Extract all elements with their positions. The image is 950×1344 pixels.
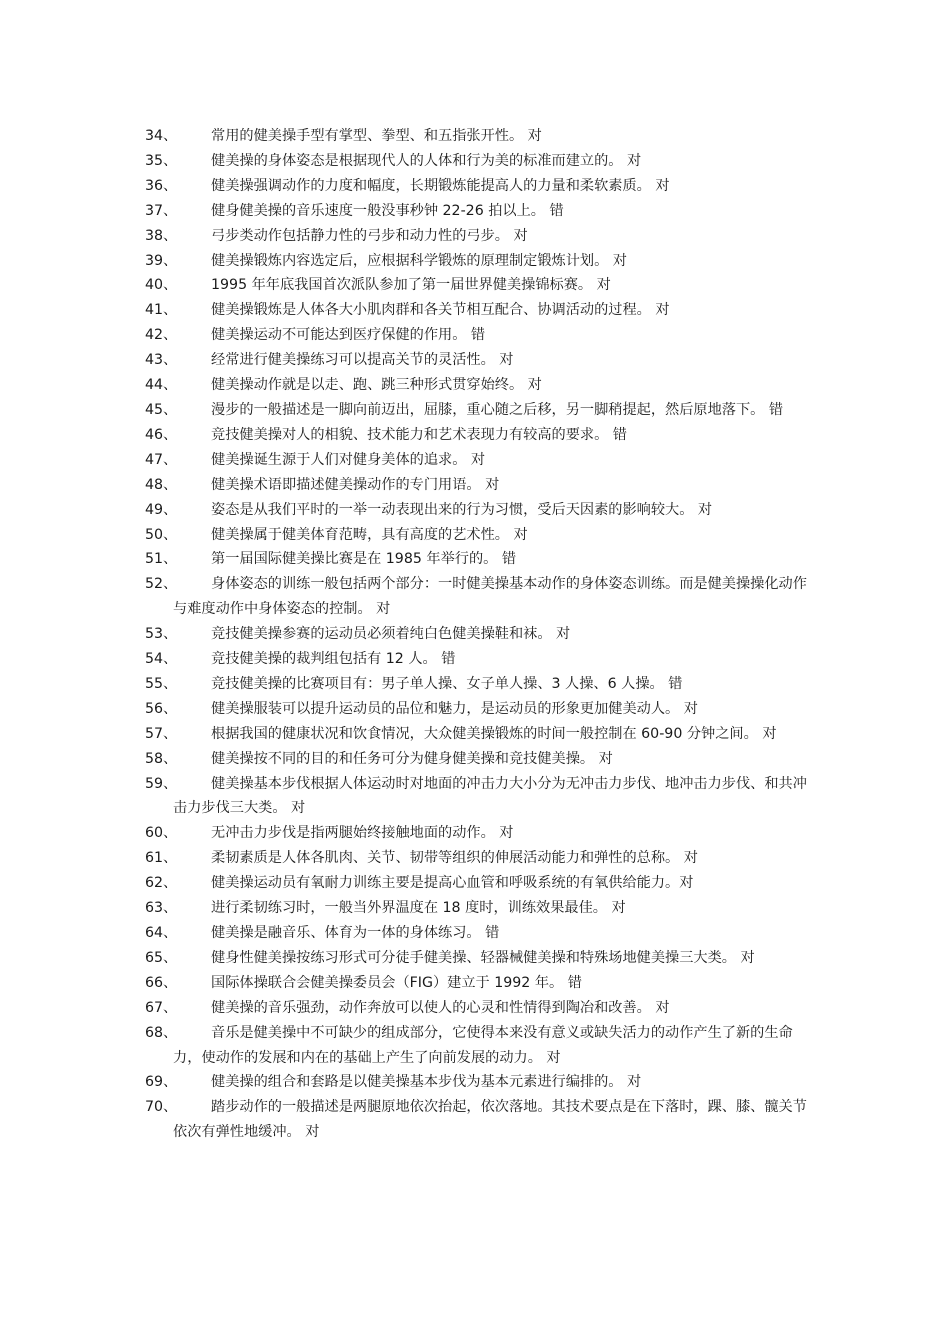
list-item [0, 821, 950, 846]
item-statement: 国际体操联合会健美操委员会（FIG）建立于 1992 年。 错 [211, 974, 582, 991]
item-number: 65、 [145, 949, 178, 966]
item-number: 43、 [145, 352, 178, 369]
list-item [0, 323, 950, 348]
item-statement: 健美操的音乐强劲，动作奔放可以使人的心灵和性情得到陶冶和改善。 对 [211, 999, 670, 1016]
true-false-question-list [0, 124, 950, 1145]
item-number: 52、 [145, 576, 178, 593]
item-number: 49、 [145, 501, 178, 518]
item-statement: 健美操运动不可能达到医疗保健的作用。 错 [211, 327, 486, 344]
item-statement: 健美操诞生源于人们对健身美体的追求。 对 [211, 451, 486, 468]
item-statement: 弓步类动作包括静力性的弓步和动力性的弓步。 对 [211, 227, 528, 244]
item-number: 68、 [145, 1024, 178, 1041]
item-statement: 柔韧素质是人体各肌肉、关节、韧带等组织的伸展活动能力和弹性的总称。 对 [211, 850, 698, 867]
item-statement: 竞技健美操的裁判组包括有 12 人。 错 [211, 651, 456, 668]
list-item [0, 871, 950, 896]
item-number: 64、 [145, 925, 178, 941]
item-statement: 健美操服装可以提升运动员的品位和魅力，是运动员的形象更加健美动人。 对 [211, 700, 698, 717]
list-item [0, 448, 950, 473]
list-item [0, 747, 950, 772]
list-item [0, 348, 950, 373]
item-number: 69、 [145, 1074, 178, 1091]
item-number: 56、 [145, 700, 178, 717]
list-item [0, 622, 950, 647]
list-item [0, 473, 950, 498]
item-statement: 身体姿态的训练一般包括两个部分：一时健美操基本动作的身体姿态训练。而是健美操操化动作与难度动作中身体姿态的控制。 对 [173, 576, 807, 618]
item-statement: 竞技健美操参赛的运动员必须着纯白色健美操鞋和袜。 对 [211, 626, 571, 643]
item-statement: 健美操强调动作的力度和幅度，长期锻炼能提高人的力量和柔软素质。 对 [211, 177, 670, 194]
list-item [0, 423, 950, 448]
list-item [0, 572, 950, 622]
item-number: 63、 [145, 900, 178, 917]
item-statement: 健美操锻炼是人体各大小肌肉群和各关节相互配合、协调活动的过程。 对 [211, 302, 670, 319]
item-statement: 健美操的身体姿态是根据现代人的人体和行为美的标准而建立的。 对 [211, 152, 642, 169]
item-number: 58、 [145, 750, 178, 767]
item-number: 38、 [145, 227, 178, 244]
item-statement: 健美操动作就是以走、跑、跳三种形式贯穿始终。 对 [211, 377, 542, 394]
item-statement: 漫步的一般描述是一脚向前迈出，屈膝，重心随之后移，另一脚稍提起，然后原地落下。 错 [211, 401, 784, 418]
item-statement: 健美操是融音乐、体育为一体的身体练习。 错 [211, 925, 500, 941]
item-number: 55、 [145, 675, 178, 692]
list-item [0, 672, 950, 697]
item-statement: 竞技健美操的比赛项目有：男子单人操、女子单人操、3 人操、6 人操。 错 [211, 675, 683, 692]
item-number: 51、 [145, 551, 178, 568]
list-item [0, 722, 950, 747]
list-item [0, 523, 950, 548]
item-statement: 健美操术语即描述健美操动作的专门用语。 对 [211, 476, 500, 493]
list-item [0, 846, 950, 871]
item-statement: 根据我国的健康状况和饮食情况，大众健美操锻炼的时间一般控制在 60-90 分钟之间。 对 [211, 725, 777, 742]
list-item [0, 199, 950, 224]
list-item [0, 249, 950, 274]
item-number: 42、 [145, 327, 178, 344]
list-item [0, 174, 950, 199]
item-statement: 1995 年年底我国首次派队参加了第一届世界健美操锦标赛。 对 [211, 277, 611, 294]
list-item [0, 124, 950, 149]
list-item [0, 373, 950, 398]
list-item [0, 398, 950, 423]
item-number: 46、 [145, 426, 178, 443]
list-item [0, 149, 950, 174]
item-number: 53、 [145, 626, 178, 643]
item-statement: 第一届国际健美操比赛是在 1985 年举行的。 错 [211, 551, 517, 568]
item-statement: 无冲击力步伐是指两腿始终接触地面的动作。 对 [211, 825, 514, 842]
item-statement: 进行柔韧练习时，一般当外界温度在 18 度时，训练效果最佳。 对 [211, 900, 626, 917]
item-number: 40、 [145, 277, 178, 294]
list-item [0, 498, 950, 523]
item-number: 60、 [145, 825, 178, 842]
item-statement: 健美操锻炼内容选定后，应根据科学锻炼的原理制定锻炼计划。 对 [211, 252, 627, 269]
list-item [0, 1095, 950, 1145]
list-item [0, 224, 950, 249]
item-statement: 经常进行健美操练习可以提高关节的灵活性。 对 [211, 352, 514, 369]
item-statement: 竞技健美操对人的相貌、技术能力和艺术表现力有较高的要求。 错 [211, 426, 627, 443]
list-item [0, 921, 950, 946]
list-item [0, 1070, 950, 1095]
item-number: 57、 [145, 725, 178, 742]
item-statement: 健美操按不同的目的和任务可分为健身健美操和竞技健美操。 对 [211, 750, 613, 767]
list-item [0, 298, 950, 323]
item-number: 37、 [145, 202, 178, 219]
item-number: 61、 [145, 850, 178, 867]
list-item [0, 1021, 950, 1071]
list-item [0, 896, 950, 921]
item-statement: 健美操运动员有氧耐力训练主要是提高心血管和呼吸系统的有氧供给能力。对 [211, 875, 694, 892]
list-item [0, 971, 950, 996]
item-number: 50、 [145, 526, 178, 543]
list-item [0, 647, 950, 672]
item-statement: 健美操的组合和套路是以健美操基本步伐为基本元素进行编排的。 对 [211, 1074, 642, 1091]
item-number: 34、 [145, 128, 178, 144]
item-number: 70、 [145, 1099, 178, 1116]
list-item [0, 772, 950, 822]
item-statement: 踏步动作的一般描述是两腿原地依次抬起，依次落地。其技术要点是在下落时，踝、膝、髋关节依次有弹性地缓冲。 对 [173, 1099, 807, 1141]
item-number: 48、 [145, 476, 178, 493]
item-number: 67、 [145, 999, 178, 1016]
item-statement: 健身健美操的音乐速度一般没事秒钟 22-26 拍以上。 错 [211, 202, 564, 219]
item-number: 54、 [145, 651, 178, 668]
list-item [0, 273, 950, 298]
list-item [0, 547, 950, 572]
list-item [0, 697, 950, 722]
item-statement: 健身性健美操按练习形式可分徒手健美操、轻器械健美操和特殊场地健美操三大类。 对 [211, 949, 755, 966]
list-item [0, 996, 950, 1021]
item-number: 45、 [145, 401, 178, 418]
item-number: 62、 [145, 875, 178, 892]
item-number: 36、 [145, 177, 178, 194]
item-number: 66、 [145, 974, 178, 991]
item-statement: 常用的健美操手型有掌型、拳型、和五指张开性。 对 [211, 128, 542, 144]
item-number: 44、 [145, 377, 178, 394]
list-item [0, 946, 950, 971]
item-statement: 健美操基本步伐根据人体运动时对地面的冲击力大小分为无冲击力步伐、地冲击力步伐、和共冲击力步伐三大类。 对 [173, 775, 807, 817]
item-statement: 健美操属于健美体育范畴，具有高度的艺术性。 对 [211, 526, 528, 543]
item-number: 41、 [145, 302, 178, 319]
item-number: 59、 [145, 775, 178, 792]
item-statement: 音乐是健美操中不可缺少的组成部分，它使得本来没有意义或缺失活力的动作产生了新的生命力，使动作的发展和内在的基础上产生了向前发展的动力。 对 [173, 1024, 793, 1066]
item-number: 35、 [145, 152, 178, 169]
item-number: 39、 [145, 252, 178, 269]
item-number: 47、 [145, 451, 178, 468]
item-statement: 姿态是从我们平时的一举一动表现出来的行为习惯，受后天因素的影响较大。 对 [211, 501, 713, 518]
